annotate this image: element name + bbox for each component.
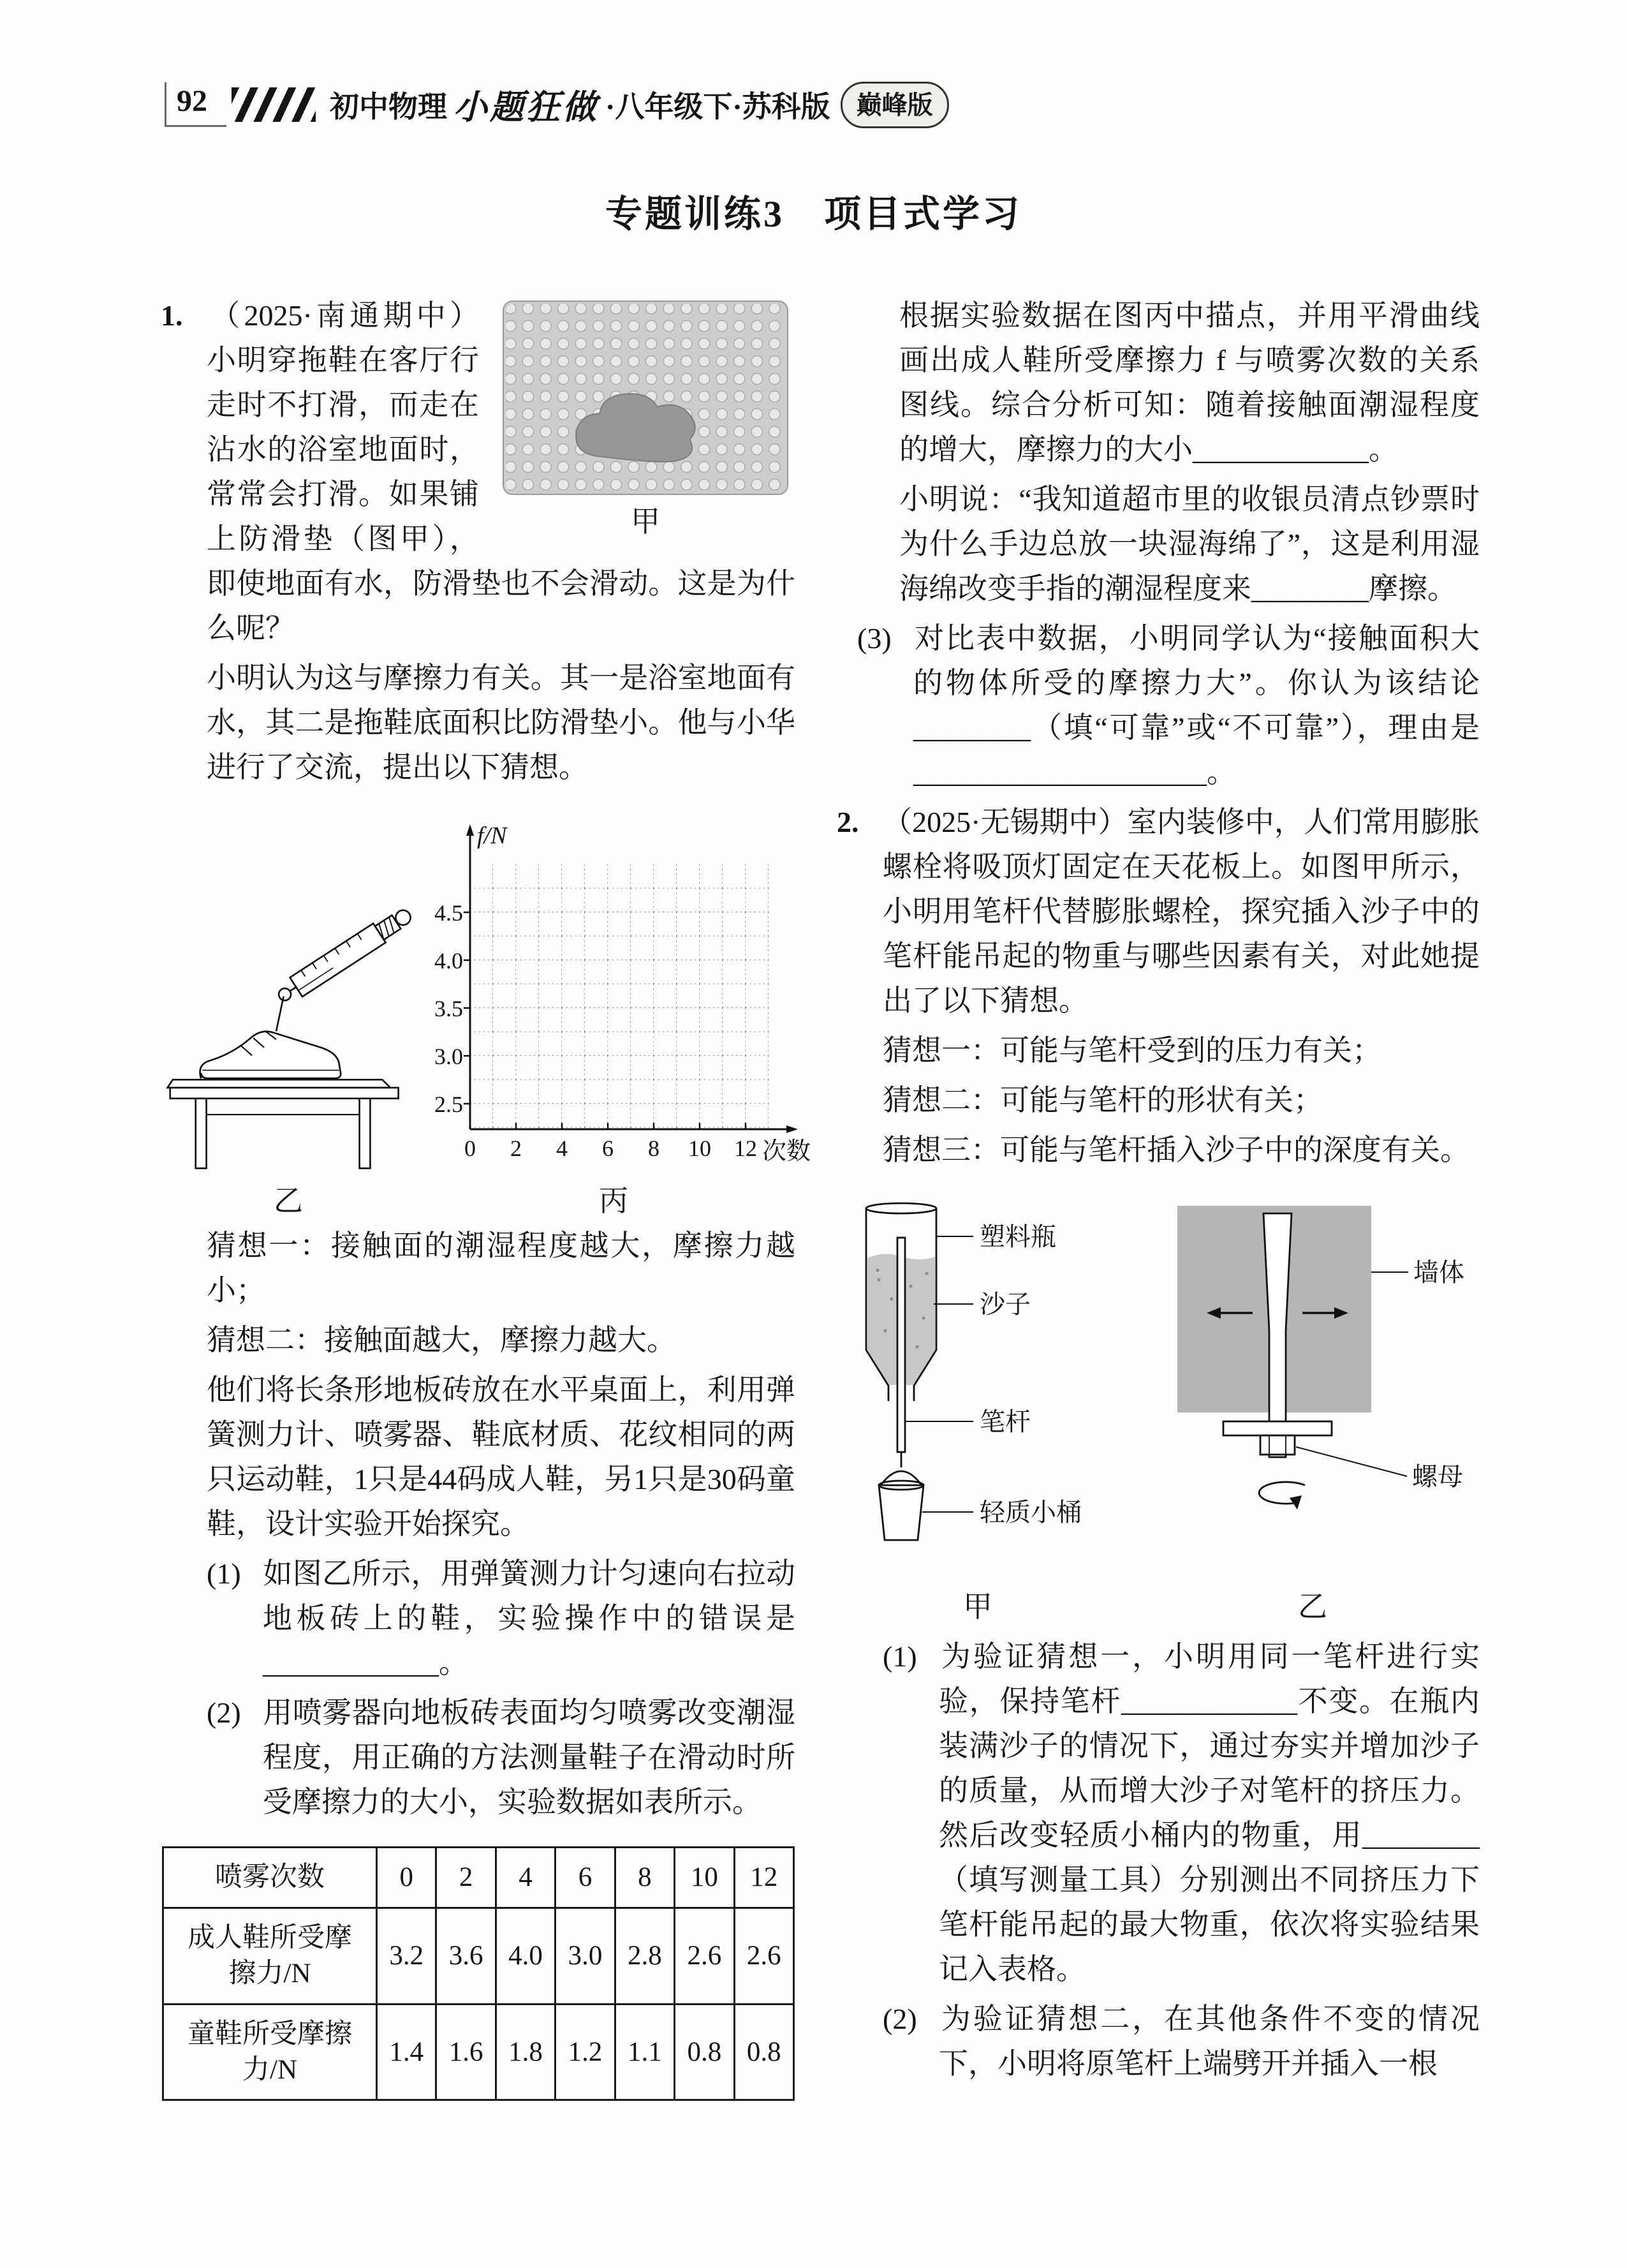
table-cell: 2: [436, 1848, 496, 1908]
figure-anti-slip-mat: [496, 300, 795, 544]
q1-item-1-text: 如图乙所示，用弹簧测力计匀速向右拉动地板砖上的鞋，实验操作中的错误是____________。: [263, 1557, 795, 1679]
table-cell: 1.8: [496, 2004, 555, 2100]
q1-guess-2: 猜想二：接触面越大，摩擦力越大。: [207, 1324, 676, 1356]
q1-item-2-text: 用喷雾器向地板砖表面均匀喷雾改变潮湿程度，用正确的方法测量鞋子在滑动时所受摩擦力的大小，实验数据如表所示。: [263, 1696, 795, 1818]
page-header: [165, 82, 949, 128]
y-tick-3-0: 3.0: [434, 1044, 463, 1069]
wall-bolt-drawing: [1160, 1197, 1466, 1580]
figure-caption-bing: 丙: [599, 1185, 628, 1217]
q2-item-2: [883, 1997, 1480, 2086]
q2-guess-2: 猜想二：可能与笔杆的形状有关；: [883, 1084, 1323, 1116]
table-cell: 2.8: [615, 1908, 674, 2004]
table-cell: 3.6: [436, 1908, 496, 2004]
figure-caption-yi-2: 乙: [1298, 1590, 1327, 1623]
edition-badge: 巅峰版: [841, 82, 949, 128]
x-axis-label: 次数: [762, 1138, 811, 1165]
label-light-bucket: 轻质小桶: [980, 1498, 1082, 1527]
q1-item-1: [207, 1552, 795, 1686]
q1-analysis-paragraph: 小明认为这与摩擦力有关。其一是浴室地面有水，其二是拖鞋底面积比防滑垫小。他与小华进行了交流，提出以下猜想。: [207, 662, 795, 783]
q1-item-2: [207, 1691, 795, 1825]
q2-item-1: [883, 1634, 1480, 1992]
table-cell: 10: [675, 1848, 734, 1908]
q1-figures-row: [161, 817, 811, 1220]
table-cell: 12: [734, 1848, 793, 1908]
figure-caption-jia: 甲: [631, 505, 660, 538]
left-column: [161, 293, 811, 2101]
figure-shoe-pull-experiment: [161, 824, 416, 1220]
y-tick-2-5: 2.5: [434, 1092, 463, 1117]
label-nut: 螺母: [1412, 1462, 1463, 1491]
item-marker: (2): [883, 2003, 917, 2035]
label-sand: 沙子: [980, 1290, 1031, 1319]
table-cell: 3.0: [556, 1908, 615, 2004]
y-axis-label: f/N: [477, 822, 507, 849]
y-tick-4-0: 4.0: [434, 948, 463, 974]
right-column: [837, 293, 1480, 2091]
q2-guess-1: 猜想一：可能与笔杆受到的压力有关；: [883, 1034, 1381, 1067]
header-edition: ·八年级下·苏科版: [605, 91, 830, 123]
friction-graph: [416, 817, 811, 1174]
x-tick-6: 6: [602, 1136, 614, 1161]
x-tick-12: 12: [734, 1136, 757, 1161]
table-cell: 0.8: [675, 2004, 734, 2100]
problem-number: 2.: [837, 806, 859, 838]
figure-wall-bolt: [1160, 1197, 1466, 1626]
q2-intro-paragraph: [837, 800, 1480, 1023]
q1-continuation-1: 根据实验数据在图丙中描点，并用平滑曲线画出成人鞋所受摩擦力 f 与喷雾次数的关系图线。综合分析可知：随着接触面潮湿程度的增大，摩擦力的大小____________。: [899, 299, 1480, 466]
page-number: 92: [165, 82, 226, 127]
q2-item-1-text: 为验证猜想一，小明用同一笔杆进行实验，保持笔杆____________不变。在瓶内装满沙子的情况下，通过夯实并增加沙子的质量，从而增大沙子对笔杆的挤压力。然后改变轻质小桶内的物重，用________（填写测量工具）分别测出不同挤压力下笔杆能吊起的最大物重，依次将实验结果记入表格。: [939, 1640, 1480, 1985]
anti-slip-mat-image: [502, 300, 789, 496]
table-cell: 0: [377, 1848, 436, 1908]
x-tick-2: 2: [510, 1136, 522, 1161]
table-cell: 4.0: [496, 1908, 555, 2004]
label-wall: 墙体: [1413, 1258, 1464, 1287]
table-cell: 8: [615, 1848, 674, 1908]
figure-bottle-sand-pen: [841, 1197, 1115, 1626]
q2-figures-row: [841, 1197, 1480, 1626]
y-tick-3-5: 3.5: [434, 996, 463, 1021]
q1-experiment-setup: 他们将长条形地板砖放在水平桌面上，利用弹簧测力计、喷雾器、鞋底材质、花纹相同的两只运动鞋，1只是44码成人鞋，另1只是30码童鞋，设计实验开始探究。: [207, 1374, 795, 1540]
table-cell: 2.6: [675, 1908, 734, 2004]
q1-intro-text: （2025·南通期中）小明穿拖鞋在客厅行走时不打滑，而走在沾水的浴室地面时，常常会打滑。如果铺上防滑垫（图甲），即使地面有水，防滑垫也不会滑动。这是为什么呢？: [207, 299, 795, 644]
table-cell: 1.6: [436, 2004, 496, 2100]
table-cell: 1.2: [556, 2004, 615, 2100]
x-tick-0: 0: [464, 1136, 476, 1161]
header-subject: 初中物理: [330, 91, 447, 123]
table-cell: 1.4: [377, 2004, 436, 2100]
table-cell: 6: [556, 1848, 615, 1908]
q1-item-3-text: 对比表中数据，小明同学认为“接触面积大的物体所受的摩擦力大”。你认为该结论________（填“可靠”或“不可靠”），理由是____________________。: [913, 622, 1480, 789]
item-marker: (1): [207, 1557, 241, 1590]
table-row-adult: [163, 1908, 794, 2004]
q2-intro-text: （2025·无锡期中）室内装修中，人们常用膨胀螺栓将吸顶灯固定在天花板上。如图甲所示，小明用笔杆代替膨胀螺栓，探究插入沙子中的笔杆能吊起的物重与哪些因素有关，对此她提出了以下猜想。: [883, 806, 1480, 1017]
x-tick-10: 10: [688, 1136, 711, 1161]
table-cell: 0.8: [734, 2004, 793, 2100]
table-row-child: [163, 2004, 794, 2100]
figure-caption-jia-2: 甲: [963, 1590, 992, 1623]
x-tick-4: 4: [556, 1136, 568, 1161]
item-marker: (1): [883, 1640, 917, 1673]
stripes-decoration: [232, 87, 316, 122]
table-row-label: 成人鞋所受摩擦力/N: [163, 1908, 377, 2004]
label-pen-shaft: 笔杆: [980, 1407, 1031, 1436]
bottle-sand-pen-drawing: [841, 1197, 1115, 1580]
table-cell: 2.6: [734, 1908, 793, 2004]
table-row-label: 童鞋所受摩擦力/N: [163, 2004, 377, 2100]
shoe-spring-scale-drawing: [161, 824, 416, 1174]
table-cell: 1.1: [615, 2004, 674, 2100]
figure-caption-yi: 乙: [274, 1185, 303, 1217]
x-tick-8: 8: [648, 1136, 659, 1161]
label-plastic-bottle: 塑料瓶: [980, 1222, 1056, 1251]
q1-intro-paragraph: [161, 293, 795, 651]
q1-item-3: [857, 616, 1480, 795]
y-tick-4-5: 4.5: [434, 900, 463, 926]
figure-graph-grid: [416, 817, 811, 1220]
page-title: 专题训练3 项目式学习: [605, 193, 1022, 235]
item-marker: (2): [207, 1696, 241, 1729]
table-cell: 3.2: [377, 1908, 436, 2004]
series-logo: 小题狂做: [453, 89, 599, 126]
q2-guess-3: 猜想三：可能与笔杆插入沙子中的深度有关。: [883, 1134, 1469, 1166]
table-row-header: [163, 1848, 794, 1908]
q2-item-2-text: 为验证猜想二，在其他条件不变的情况下，小明将原笔杆上端劈开并插入一根: [939, 2003, 1480, 2080]
table-corner-cell: 喷雾次数: [163, 1848, 377, 1908]
item-marker: (3): [857, 622, 892, 655]
q1-continuation-2: 小明说：“我知道超市里的收银员清点钞票时为什么手边总放一块湿海绵了”，这是利用湿海绵改变手指的潮湿程度来________摩擦。: [899, 483, 1480, 605]
table-cell: 4: [496, 1848, 555, 1908]
q1-guess-1: 猜想一：接触面的潮湿程度越大，摩擦力越小；: [207, 1229, 795, 1307]
problem-number: 1.: [161, 299, 183, 332]
experiment-data-table: [162, 1846, 795, 2101]
